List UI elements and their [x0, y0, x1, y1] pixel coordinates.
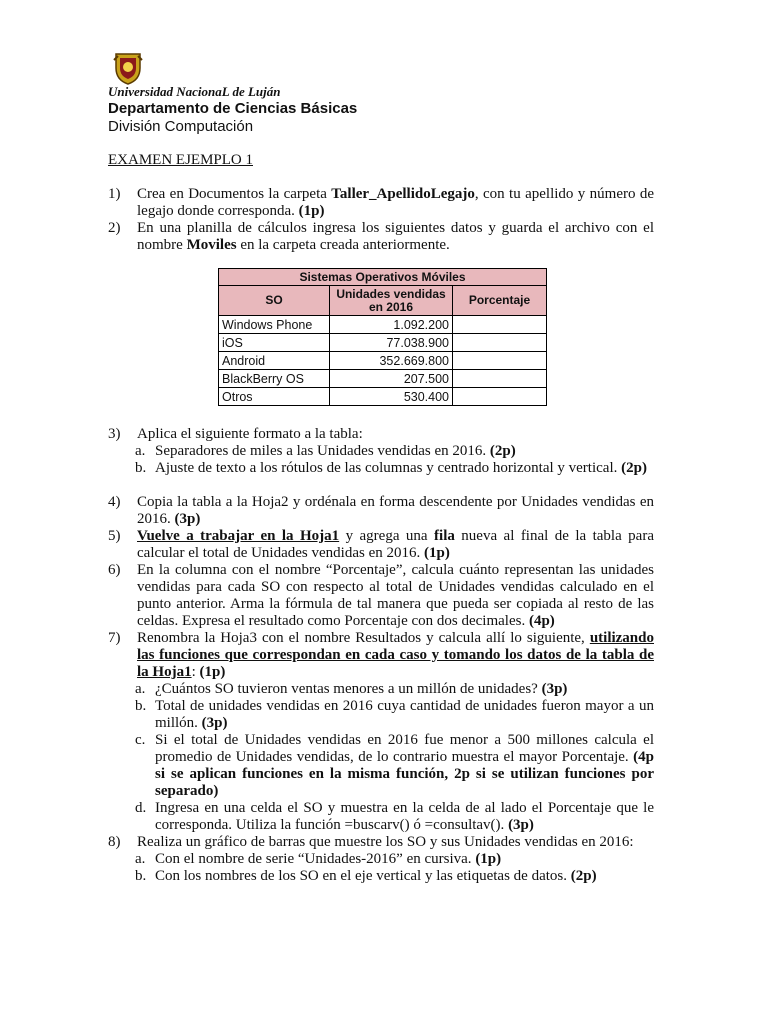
table-caption: Sistemas Operativos Móviles: [219, 269, 547, 286]
department-name: Departamento de Ciencias Básicas: [108, 100, 358, 117]
subquestion-letter: b.: [135, 868, 147, 884]
subquestion-text: Separadores de miles a las Unidades vendidas en 2016. (2p): [155, 443, 516, 459]
question-number: 1): [108, 186, 121, 202]
cell-so: Windows Phone: [219, 316, 330, 334]
cell-percentage: [453, 316, 547, 334]
table-row: [219, 316, 547, 334]
table-row: [219, 370, 547, 388]
cell-units: 77.038.900: [330, 334, 453, 352]
subquestion-letter: b.: [135, 460, 147, 476]
cell-units: 1.092.200: [330, 316, 453, 334]
division-name: División Computación: [108, 118, 254, 135]
question-3a: [135, 443, 654, 460]
subquestion-letter: d.: [135, 800, 147, 816]
subquestion-text: ¿Cuántos SO tuvieron ventas menores a un millón de unidades? (3p): [155, 681, 568, 697]
question-number: 2): [108, 220, 121, 236]
column-header-percentage: Porcentaje: [453, 286, 547, 316]
subquestion-letter: a.: [135, 851, 146, 867]
subquestion-letter: a.: [135, 681, 146, 697]
question-7: [108, 630, 654, 681]
question-2: [108, 220, 654, 254]
cell-so: BlackBerry OS: [219, 370, 330, 388]
cell-percentage: [453, 388, 547, 406]
question-number: 4): [108, 494, 121, 510]
question-7d: [135, 800, 654, 834]
table-row: [219, 352, 547, 370]
question-7b: [135, 698, 654, 732]
question-1: [108, 186, 654, 220]
cell-so: Android: [219, 352, 330, 370]
question-text: En una planilla de cálculos ingresa los siguientes datos y guarda el archivo con el nombre Moviles en la carpeta creada anteriormente.: [137, 220, 654, 253]
cell-percentage: [453, 352, 547, 370]
subquestion-text: Ingresa en una celda el SO y muestra en la celda de al lado el Porcentaje que le corresponda. Utiliza la función =buscarv() ó =consultav(). (3p): [155, 800, 654, 833]
exam-title: EXAMEN EJEMPLO 1: [108, 152, 253, 168]
column-header-units: Unidades vendidas en 2016: [330, 286, 453, 316]
question-7c: [135, 732, 654, 800]
cell-so: iOS: [219, 334, 330, 352]
subquestion-letter: a.: [135, 443, 146, 459]
question-7a: [135, 681, 654, 698]
question-6: [108, 562, 654, 630]
question-number: 8): [108, 834, 121, 850]
column-header-so: SO: [219, 286, 330, 316]
question-3b: [135, 460, 654, 494]
question-number: 5): [108, 528, 121, 544]
cell-units: 530.400: [330, 388, 453, 406]
question-8a: [135, 851, 654, 868]
question-5: [108, 528, 654, 562]
cell-so: Otros: [219, 388, 330, 406]
question-8b: [135, 868, 654, 885]
subquestion-letter: c.: [135, 732, 146, 748]
question-4: [108, 494, 654, 528]
university-name: Universidad NacionaL de Luján: [108, 84, 281, 99]
cell-units: 207.500: [330, 370, 453, 388]
question-3: [108, 426, 654, 443]
question-text: En la columna con el nombre “Porcentaje”, calcula cuánto representan las unidades vendidas para cada SO con respecto al total de Unidades vendidas calculado en el punto anterior. Arma la fórmula de tal manera que pueda ser copiada al resto de las celdas. Expresa el resultado como Porcentaje con dos decimales. (4p): [137, 562, 654, 629]
mobile-os-table: [218, 268, 547, 406]
table-row: [219, 334, 547, 352]
question-text: Realiza un gráfico de barras que muestre los SO y sus Unidades vendidas en 2016:: [137, 834, 634, 850]
subquestion-text: Ajuste de texto a los rótulos de las columnas y centrado horizontal y vertical. (2p): [155, 460, 647, 476]
question-text: Renombra la Hoja3 con el nombre Resultados y calcula allí lo siguiente, utilizando las funciones que correspondan en cada caso y tomando los datos de la tabla de la Hoja1: (1p): [137, 630, 654, 680]
subquestion-text: Si el total de Unidades vendidas en 2016 fue menor a 500 millones calcula el promedio de Unidades vendidas, de lo contrario muestra el mayor Porcentaje. (4p si se aplican funciones en la misma función, 2p si se utilizan funciones por separado): [155, 732, 654, 799]
cell-units: 352.669.800: [330, 352, 453, 370]
university-seal-icon: [112, 50, 144, 86]
question-text: Aplica el siguiente formato a la tabla:: [137, 426, 363, 442]
question-text: Vuelve a trabajar en la Hoja1 y agrega una fila nueva al final de la tabla para calcular el total de Unidades vendidas en 2016. (1p): [137, 528, 654, 561]
subquestion-text: Con los nombres de los SO en el eje vertical y las etiquetas de datos. (2p): [155, 868, 597, 884]
cell-percentage: [453, 370, 547, 388]
subquestion-text: Total de unidades vendidas en 2016 cuya cantidad de unidades fueron mayor a un millón. (3p): [155, 698, 654, 731]
subquestion-letter: b.: [135, 698, 147, 714]
subquestion-text: Con el nombre de serie “Unidades-2016” en cursiva. (1p): [155, 851, 502, 867]
question-text: Crea en Documentos la carpeta Taller_ApellidoLegajo, con tu apellido y número de legajo donde corresponda. (1p): [137, 186, 655, 219]
question-number: 7): [108, 630, 121, 646]
cell-percentage: [453, 334, 547, 352]
question-number: 3): [108, 426, 121, 442]
question-text: Copia la tabla a la Hoja2 y ordénala en forma descendente por Unidades vendidas en 2016. (3p): [137, 494, 654, 527]
table-row: [219, 388, 547, 406]
question-number: 6): [108, 562, 121, 578]
question-8: [108, 834, 654, 851]
